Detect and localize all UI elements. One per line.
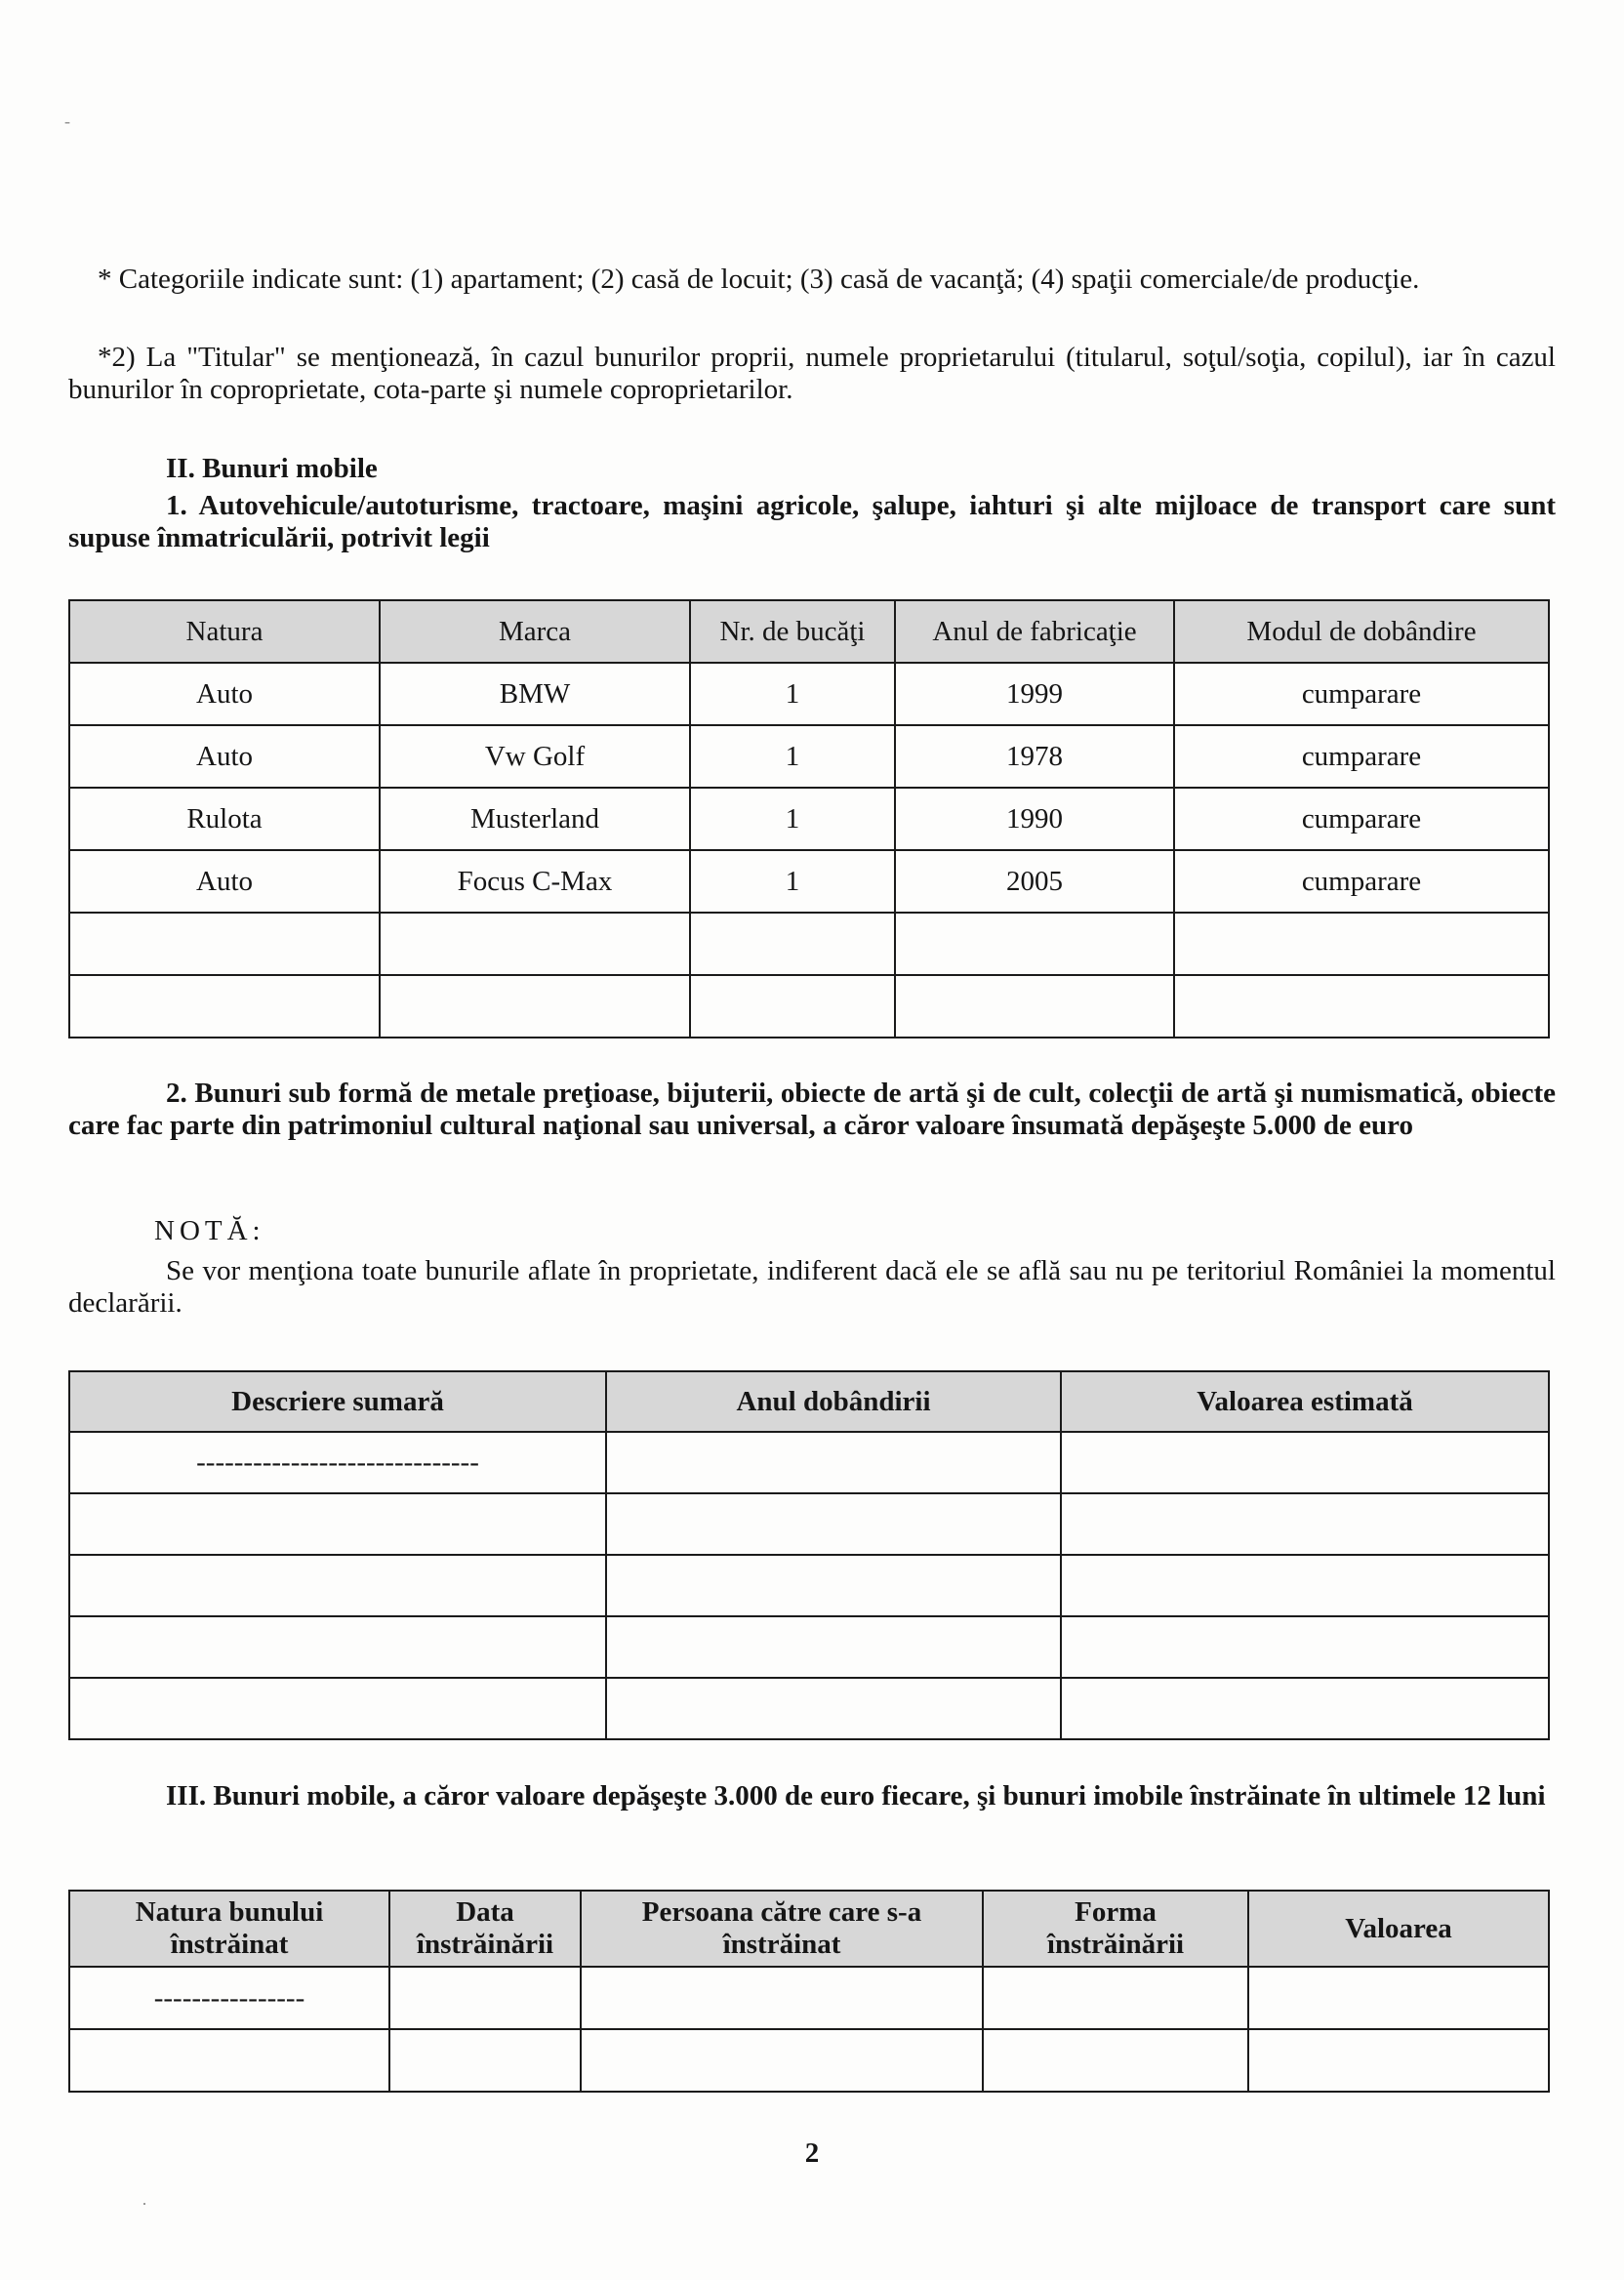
nota-label: NOTĂ:: [154, 1215, 265, 1246]
table-row: [69, 725, 1549, 788]
cell-nr-bucati: 1: [690, 788, 895, 850]
alienated-table: [68, 1890, 1550, 2093]
cell-valoarea: [1248, 1967, 1549, 2029]
cell-natura: Auto: [69, 850, 380, 913]
table-row: [69, 913, 1549, 975]
cell-natura: Auto: [69, 725, 380, 788]
section-ii-title: II. Bunuri mobile: [166, 453, 378, 484]
cell-modul: [1174, 913, 1549, 975]
scan-mark: ·: [142, 2194, 147, 2214]
cell-marca: Vw Golf: [380, 725, 690, 788]
alienated-table-header: [69, 1891, 1549, 1967]
cell-descriere: [69, 1616, 606, 1678]
cell-nr-bucati: [690, 975, 895, 1038]
nota-text: Se vor menţiona toate bunurile aflate în proprietate, indiferent dacă ele se află sau nu pe teritoriul României la momentul declarării.: [68, 1255, 1556, 1319]
cell-marca: [380, 913, 690, 975]
cell-anul: 1999: [895, 663, 1174, 725]
cell-modul: cumparare: [1174, 725, 1549, 788]
header-modul-dobandire: Modul de dobândire: [1174, 600, 1549, 663]
cell-descriere: [69, 1493, 606, 1555]
cell-valoare: [1061, 1493, 1549, 1555]
page-number: 2: [804, 2138, 820, 2169]
cell-natura: ----------------: [69, 1967, 389, 2029]
scan-mark: -: [64, 111, 70, 131]
cell-valoare: [1061, 1555, 1549, 1616]
cell-marca: [380, 975, 690, 1038]
section-iii-title: III. Bunuri mobile, a căror valoare depăşeşte 3.000 de euro fiecare, şi bunuri imobile înstrăinate în ultimele 12 luni: [166, 1780, 1546, 1812]
header-natura: Natura: [69, 600, 380, 663]
cell-nr-bucati: 1: [690, 663, 895, 725]
cell-valoare: [1061, 1432, 1549, 1493]
section-ii-subtitle-1: 1. Autovehicule/autoturisme, tractoare, maşini agricole, şalupe, iahturi şi alte mijloace de transport care sunt supuse înmatriculării, potrivit legii: [68, 490, 1556, 553]
cell-forma: [983, 2029, 1248, 2092]
header-natura-bunului: Natura bunului înstrăinat: [69, 1891, 389, 1967]
cell-natura: [69, 975, 380, 1038]
cell-modul: cumparare: [1174, 663, 1549, 725]
header-marca: Marca: [380, 600, 690, 663]
cell-descriere: ------------------------------: [69, 1432, 606, 1493]
table-row: [69, 663, 1549, 725]
note-categories: * Categoriile indicate sunt: (1) apartament; (2) casă de locuit; (3) casă de vacanţă; (4) spaţii comerciale/de producţie.: [98, 264, 1420, 295]
cell-anul: 2005: [895, 850, 1174, 913]
table-row: [69, 850, 1549, 913]
cell-anul: [606, 1493, 1061, 1555]
cell-persoana: [581, 1967, 983, 2029]
table-row: [69, 975, 1549, 1038]
cell-anul: [895, 975, 1174, 1038]
cell-modul: cumparare: [1174, 788, 1549, 850]
cell-natura: Rulota: [69, 788, 380, 850]
table-row: [69, 788, 1549, 850]
cell-valoare: [1061, 1678, 1549, 1739]
cell-nr-bucati: 1: [690, 850, 895, 913]
valuables-table: [68, 1370, 1550, 1740]
valuables-table-header: [69, 1371, 1549, 1432]
cell-forma: [983, 1967, 1248, 2029]
header-descriere: Descriere sumară: [69, 1371, 606, 1432]
cell-anul: [606, 1555, 1061, 1616]
section-ii-subtitle-2: 2. Bunuri sub formă de metale preţioase, bijuterii, obiecte de artă şi de cult, colecţii de artă şi numismatică, obiecte care fac parte din patrimoniul cultural naţional sau universal, a căror valoare însumată depăşeşte 5.000 de euro: [68, 1078, 1556, 1141]
table-row: [69, 1967, 1549, 2029]
header-forma-instrainarii: Forma înstrăinării: [983, 1891, 1248, 1967]
cell-descriere: [69, 1555, 606, 1616]
cell-nr-bucati: 1: [690, 725, 895, 788]
cell-marca: Musterland: [380, 788, 690, 850]
cell-anul: 1978: [895, 725, 1174, 788]
header-nr-bucati: Nr. de bucăţi: [690, 600, 895, 663]
cell-valoarea: [1248, 2029, 1549, 2092]
cell-natura: Auto: [69, 663, 380, 725]
cell-valoare: [1061, 1616, 1549, 1678]
cell-data: [389, 2029, 581, 2092]
cell-modul: cumparare: [1174, 850, 1549, 913]
table-row: [69, 2029, 1549, 2092]
cell-nr-bucati: [690, 913, 895, 975]
cell-natura: [69, 913, 380, 975]
header-valoarea: Valoarea: [1248, 1891, 1549, 1967]
vehicles-table: [68, 599, 1550, 1038]
table-row: [69, 1555, 1549, 1616]
cell-anul: 1990: [895, 788, 1174, 850]
header-persoana: Persoana către care s-a înstrăinat: [581, 1891, 983, 1967]
table-row: [69, 1616, 1549, 1678]
header-anul-fabricatie: Anul de fabricaţie: [895, 600, 1174, 663]
cell-persoana: [581, 2029, 983, 2092]
table-row: [69, 1678, 1549, 1739]
cell-descriere: [69, 1678, 606, 1739]
cell-marca: BMW: [380, 663, 690, 725]
cell-modul: [1174, 975, 1549, 1038]
cell-anul: [606, 1616, 1061, 1678]
cell-marca: Focus C-Max: [380, 850, 690, 913]
cell-anul: [895, 913, 1174, 975]
header-data-instrainarii: Data înstrăinării: [389, 1891, 581, 1967]
header-anul-dobandirii: Anul dobândirii: [606, 1371, 1061, 1432]
cell-anul: [606, 1432, 1061, 1493]
cell-natura: [69, 2029, 389, 2092]
note-titular: *2) La "Titular" se menţionează, în cazul bunurilor proprii, numele proprietarului (titularul, soţul/soţia, copilul), iar în cazul bunurilor în coproprietate, cota-parte şi numele coproprietarilor.: [68, 342, 1556, 405]
cell-data: [389, 1967, 581, 2029]
table-row: [69, 1432, 1549, 1493]
table-row: [69, 1493, 1549, 1555]
vehicles-table-header: [69, 600, 1549, 663]
header-valoarea-estimata: Valoarea estimată: [1061, 1371, 1549, 1432]
cell-anul: [606, 1678, 1061, 1739]
